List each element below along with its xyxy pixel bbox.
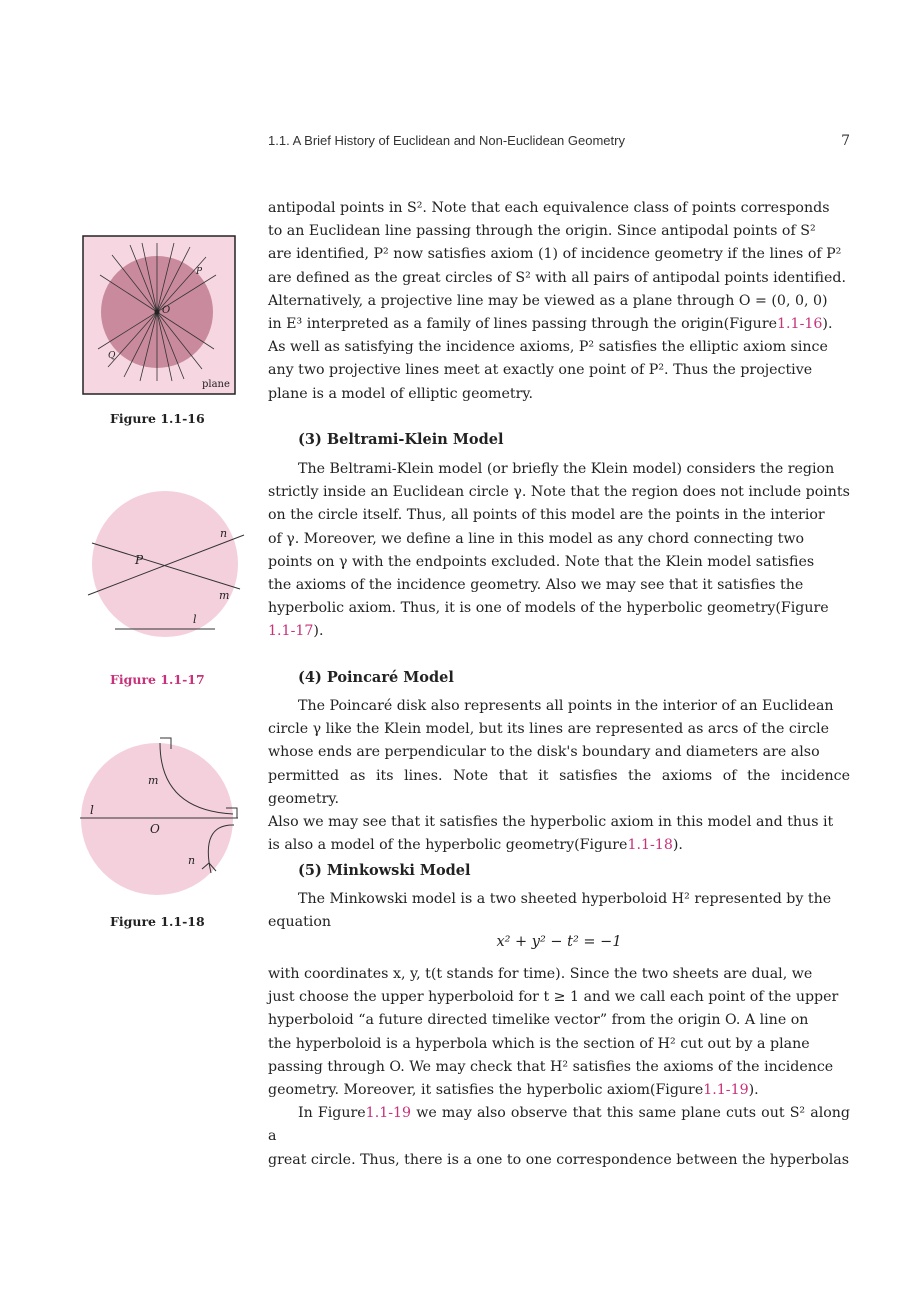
figure-klein-model [82, 483, 252, 643]
origin-point [155, 310, 160, 315]
text-line: the hyperboloid is a hyperbola which is the section of H² cut out by a plane [268, 1035, 810, 1052]
label-p: P [135, 553, 144, 567]
figure-caption: Figure 1.1-18 [110, 914, 205, 929]
text-line [268, 1102, 850, 1148]
text-line: just choose the upper hyperboloid for t ≥ 1 and we call each point of the upper [268, 989, 839, 1006]
text-line: the axioms of the incidence geometry. Also we may see that it satisfies the [268, 577, 804, 594]
text-line: permitted as its lines. Note that it satisfies the axioms of the incidence geometry. [268, 767, 850, 807]
text-line: Alternatively, a projective line may be viewed as a plane through O = (0, 0, 0) [268, 292, 828, 309]
label-o: O [162, 305, 171, 316]
text-segment: geometry. Moreover, it satisfies the hyperbolic axiom(Figure [268, 1082, 704, 1099]
paragraph-projective [268, 197, 850, 406]
text-segment: we may also observe that this same plane cuts out S² along a [268, 1105, 850, 1145]
label-n: n [188, 854, 196, 867]
text-line: with coordinates x, y, t(t stands for time). Since the two sheets are dual, we [268, 966, 813, 982]
text-line: plane is a model of elliptic geometry. [268, 385, 534, 402]
label-p: P [196, 267, 203, 277]
equation-hyperboloid: x² + y² − t² = −1 [496, 934, 622, 950]
text-line [268, 620, 850, 643]
text-segment: ). [672, 837, 683, 854]
label-n: n [220, 527, 228, 540]
text-line: strictly inside an Euclidean circle γ. Note that the region does not include points [268, 484, 850, 501]
text-line: The Beltrami-Klein model (or briefly the Klein model) considers the region [298, 461, 835, 477]
text-line: hyperbolic axiom. Thus, it is one of models of the hyperbolic geometry(Figure [268, 600, 829, 617]
section-heading-klein: (3) Beltrami-Klein Model [298, 431, 504, 448]
text-line: passing through O. We may check that H² satisfies the axioms of the incidence [268, 1058, 834, 1075]
text-line: are defined as the great circles of S² with all pairs of antipodal points identified. [268, 269, 846, 286]
label-m: m [219, 589, 230, 602]
figure-link[interactable]: 1.1-16 [777, 316, 823, 333]
section-heading-minkowski: (5) Minkowski Model [298, 862, 471, 879]
text-line: The Minkowski model is a two sheeted hyperboloid H² represented by the [298, 891, 832, 907]
figure-link[interactable]: 1.1-17 [268, 623, 314, 640]
text-line: circle γ like the Klein model, but its lines are represented as arcs of the circle [268, 721, 830, 738]
text-line: on the circle itself. Thus, all points of this model are the points in the interior [268, 507, 825, 524]
text-segment: ). [748, 1082, 759, 1099]
figure-link[interactable]: 1.1-19 [365, 1105, 412, 1122]
text-line: The Poincaré disk also represents all points in the interior of an Euclidean [298, 698, 834, 714]
figure-caption: Figure 1.1-17 [110, 672, 205, 687]
label-l: l [90, 803, 94, 817]
section-heading-poincare: (4) Poincaré Model [298, 669, 454, 686]
paragraph-minkowski-a [268, 888, 850, 934]
header-title: 1.1. A Brief History of Euclidean and Non-Euclidean Geometry [268, 133, 625, 148]
text-line: antipodal points in S². Note that each equivalence class of points corresponds [268, 200, 830, 216]
text-line: Also we may see that it satisfies the hyperbolic axiom in this model and thus it [268, 814, 834, 831]
label-m: m [148, 774, 159, 787]
klein-disk [92, 491, 238, 637]
text-line [268, 834, 850, 857]
figure-caption: Figure 1.1-16 [110, 411, 205, 426]
text-segment: ). [313, 623, 324, 640]
text-line: points on γ with the endpoints excluded. Note that the Klein model satisfies [268, 553, 815, 570]
page-number: 7 [841, 133, 850, 149]
poincare-disk [81, 743, 233, 895]
text-line [268, 313, 850, 336]
paragraph-klein [268, 458, 850, 644]
label-o: O [150, 822, 160, 836]
label-l: l [193, 613, 197, 626]
text-line: any two projective lines meet at exactly one point of P². Thus the projective [268, 362, 813, 379]
figure-link[interactable]: 1.1-19 [703, 1082, 749, 1099]
text-line: whose ends are perpendicular to the disk's boundary and diameters are also [268, 744, 820, 761]
running-header [268, 133, 850, 153]
text-segment: is also a model of the hyperbolic geometry(Figure [268, 837, 628, 854]
figure-poincare-model [76, 732, 242, 898]
figure-link[interactable]: 1.1-18 [627, 837, 673, 854]
text-line: are identified, P² now satisfies axiom (1) of incidence geometry if the lines of P² [268, 246, 842, 263]
text-segment: In Figure [298, 1105, 366, 1122]
figure-projective-plane [82, 235, 236, 395]
paragraph-poincare [268, 695, 850, 857]
text-line: great circle. Thus, there is a one to one correspondence between the hyperbolas [268, 1151, 850, 1168]
text-line [268, 1079, 850, 1102]
text-line: of γ. Moreover, we define a line in this model as any chord connecting two [268, 530, 805, 547]
label-q: Q [108, 351, 116, 361]
text-line: As well as satisfying the incidence axioms, P² satisfies the elliptic axiom since [268, 339, 828, 356]
label-plane: plane [202, 379, 230, 390]
text-line: equation [268, 914, 331, 931]
text-segment: ). [822, 316, 833, 333]
text-line: to an Euclidean line passing through the origin. Since antipodal points of S² [268, 223, 816, 240]
paragraph-minkowski-b [268, 963, 850, 1172]
text-segment: in E³ interpreted as a family of lines passing through the origin(Figure [268, 316, 777, 333]
text-line: hyperboloid “a future directed timelike vector” from the origin O. A line on [268, 1012, 809, 1029]
